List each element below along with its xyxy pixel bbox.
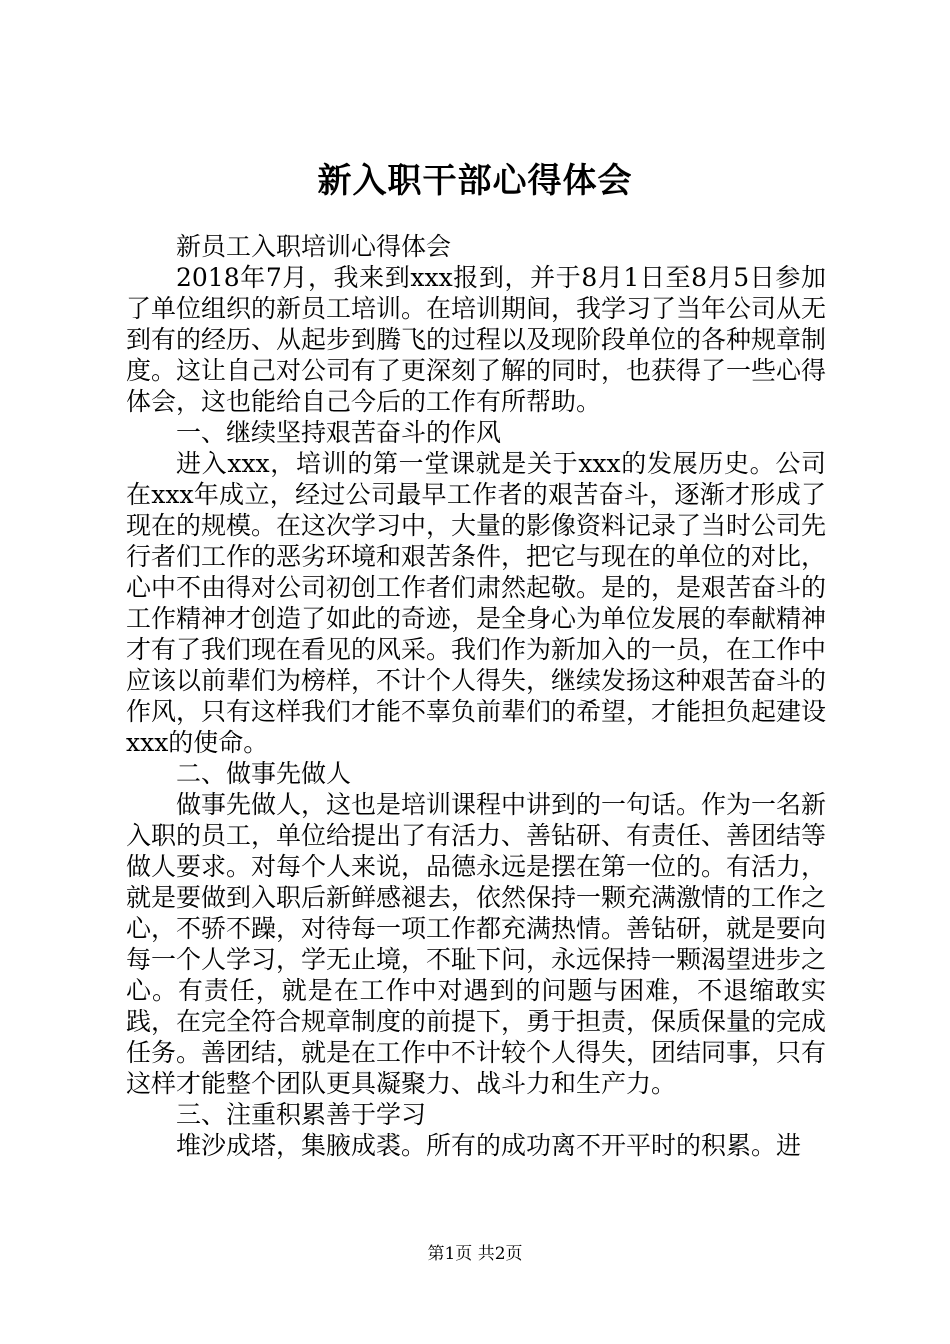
subtitle-paragraph: 新员工入职培训心得体会	[176, 232, 452, 261]
section-paragraph-3: 堆沙成塔，集腋成裘。所有的成功离不开平时的积累。进	[176, 1131, 802, 1160]
intro-paragraph: 2018年7月，我来到xxx报到，并于8月1日至8月5日参加了单位组织的新员工培训。在培训期间，我学习了当年公司从无到有的经历、从起步到腾飞的过程以及现阶段单位的各种规章制度。这让自己对公司有了更深刻了解的同时，也获得了一些心得体会，这也能给自己今后的工作有所帮助。	[126, 263, 827, 416]
section-heading-3: 三、注重积累善于学习	[176, 1100, 427, 1129]
section-heading-2: 二、做事先做人	[176, 759, 352, 788]
section-paragraph-1: 进入xxx，培训的第一堂课就是关于xxx的发展历史。公司在xxx年成立，经过公司最早工作者的艰苦奋斗，逐渐才形成了现在的规模。在这次学习中，大量的影像资料记录了当时公司先行者们工作的恶劣环境和艰苦条件，把它与现在的单位的对比，心中不由得对公司初创工作者们肃然起敬。是的，是艰苦奋斗的工作精神才创造了如此的奇迹，是全身心为单位发展的奉献精神才有了我们现在看见的风采。我们作为新加入的一员，在工作中应该以前辈们为榜样，不计个人得失，继续发扬这种艰苦奋斗的作风，只有这样我们才能不辜负前辈们的希望，才能担负起建设xxx的使命。	[126, 449, 827, 757]
document-title: 新入职干部心得体会	[317, 161, 633, 201]
section-heading-1: 一、继续坚持艰苦奋斗的作风	[176, 418, 502, 447]
document-body	[126, 231, 826, 1161]
page-footer: 第1页 共2页	[427, 1244, 523, 1264]
section-paragraph-2: 做事先做人，这也是培训课程中讲到的一句话。作为一名新入职的员工，单位给提出了有活力、善钻研、有责任、善团结等做人要求。对每个人来说，品德永远是摆在第一位的。有活力，就是要做到入职后新鲜感褪去，依然保持一颗充满激情的工作之心，不骄不躁，对待每一项工作都充满热情。善钻研，就是要向每一个人学习，学无止境，不耻下问，永远保持一颗渴望进步之心。有责任，就是在工作中对遇到的问题与困难，不退缩敢实践，在完全符合规章制度的前提下，勇于担责，保质保量的完成任务。善团结，就是在工作中不计较个人得失，团结同事，只有这样才能整个团队更具凝聚力、战斗力和生产力。	[126, 790, 827, 1098]
